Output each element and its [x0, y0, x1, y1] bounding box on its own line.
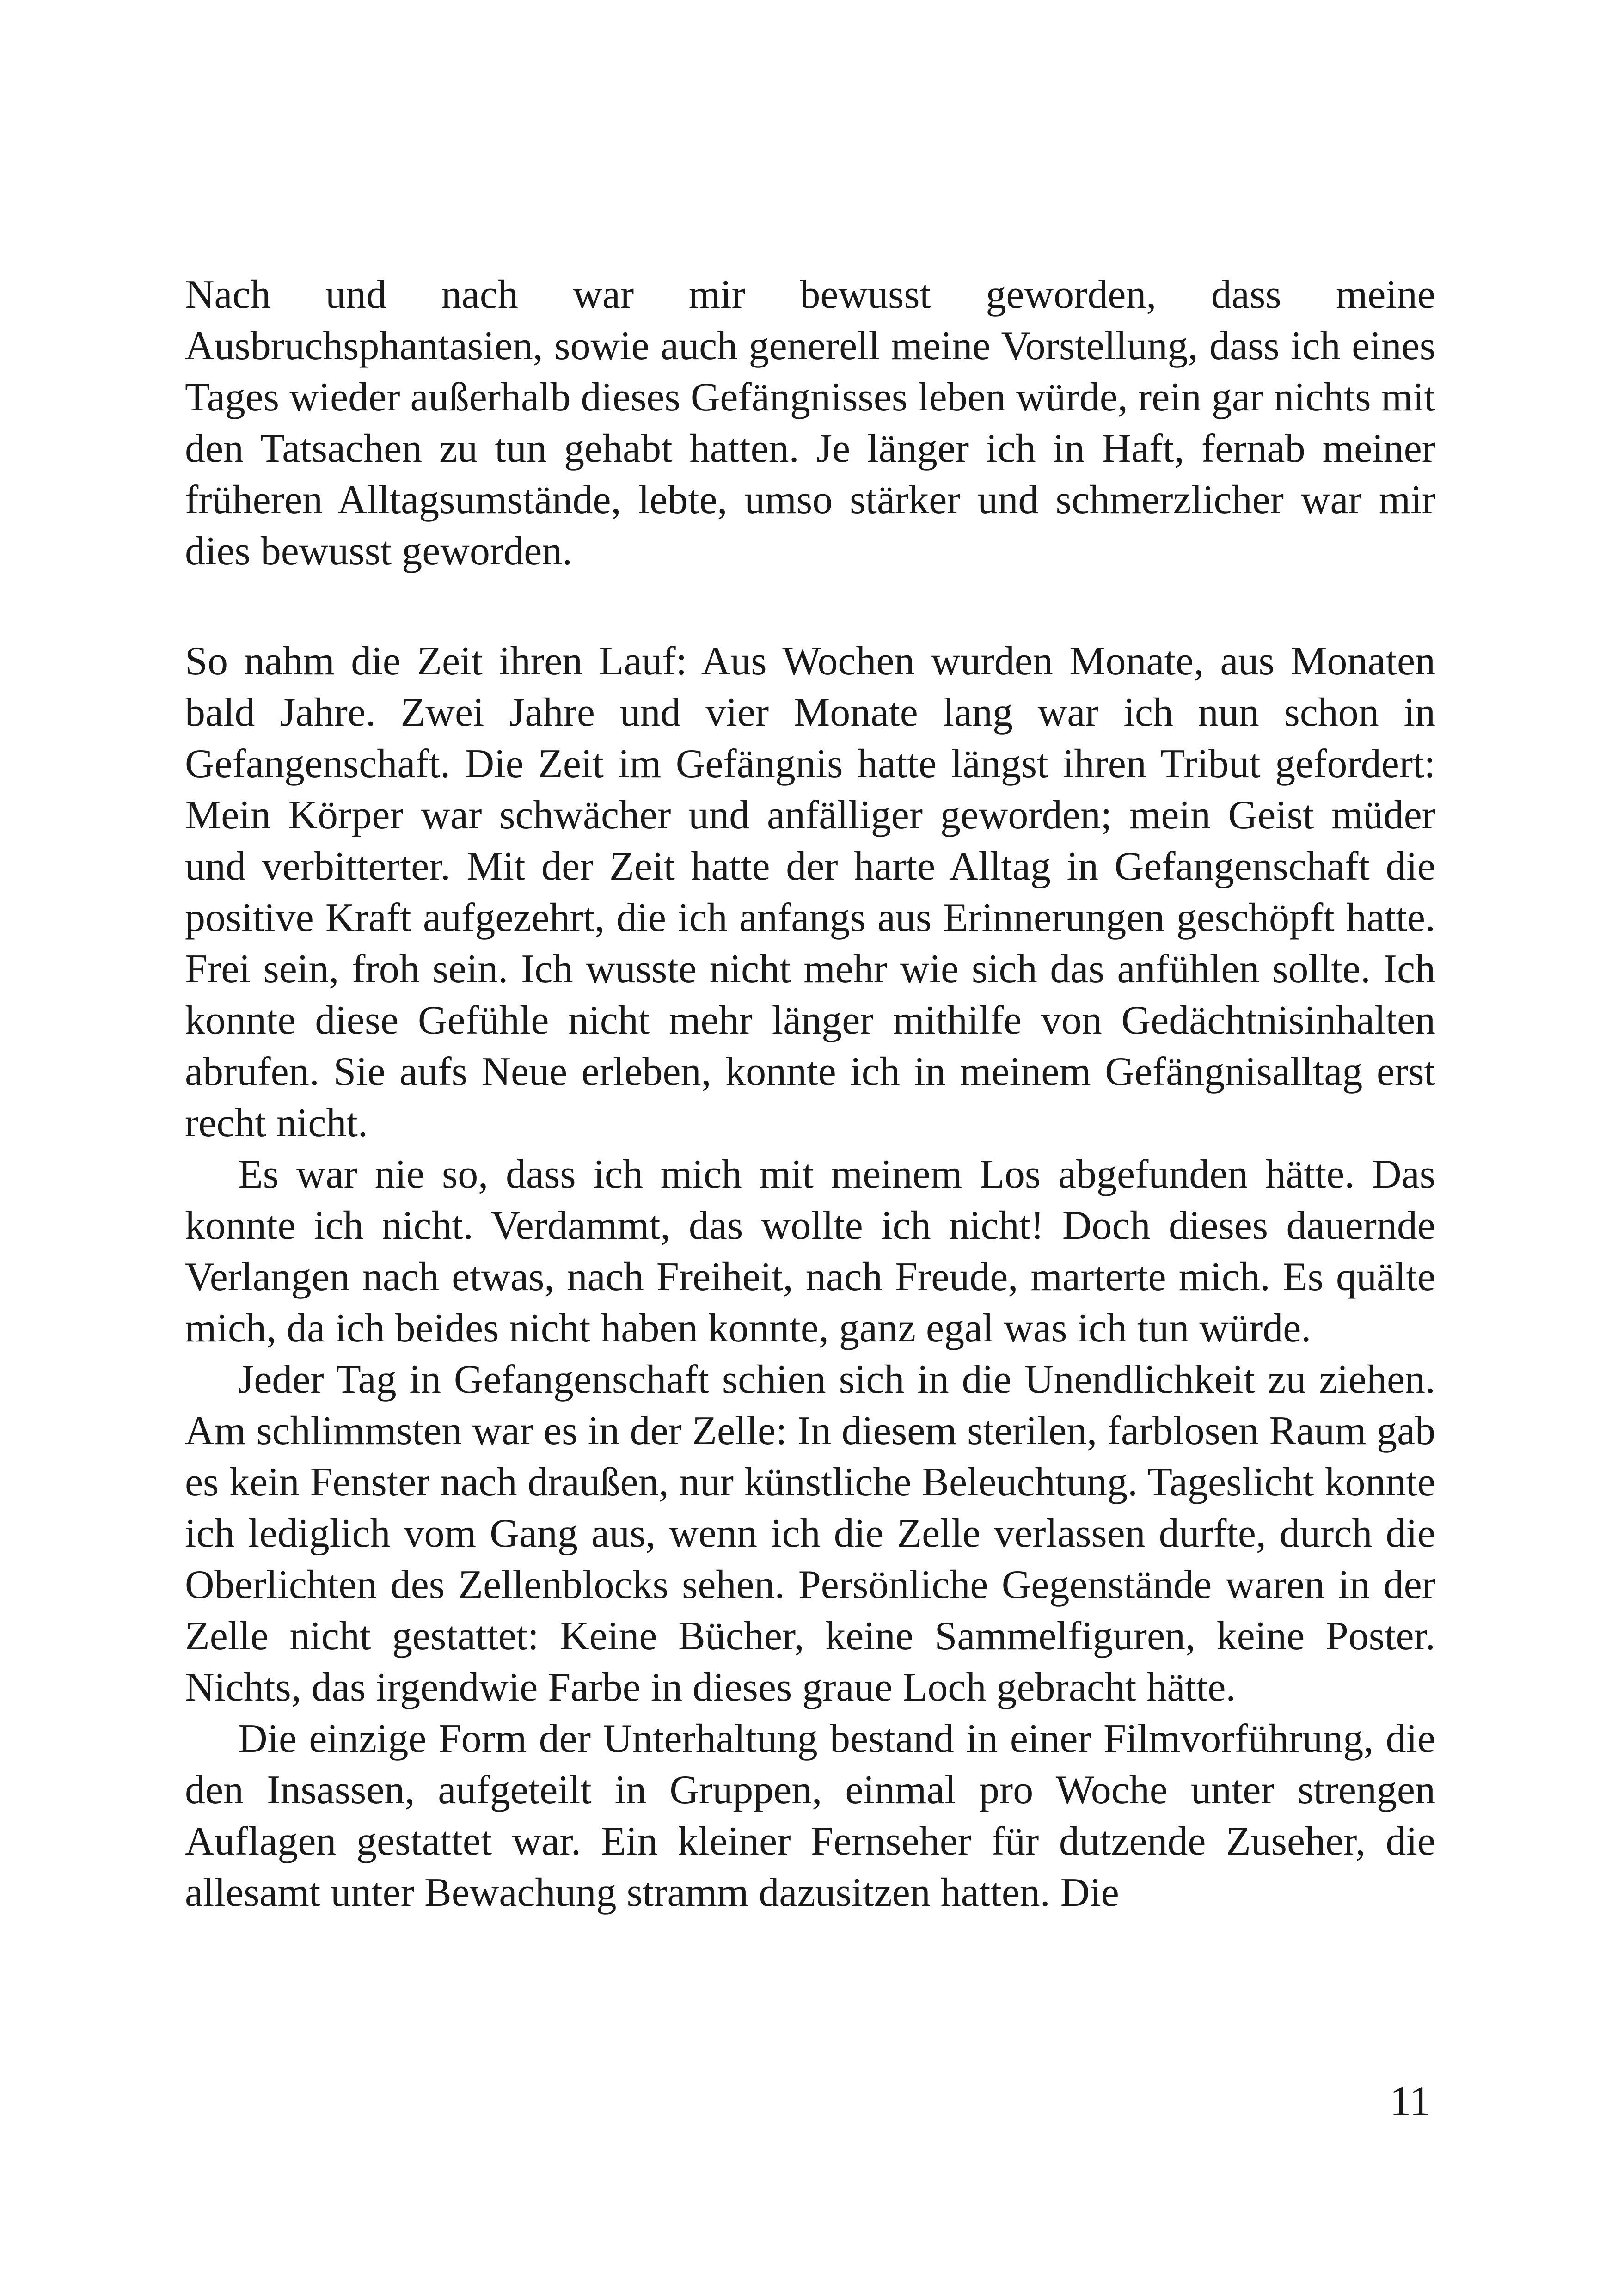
paragraph: Es war nie so, dass ich mich mit meinem Los abgefunden hätte. Das konnte ich nicht. Verdammt, das wollte ich nicht! Doch dieses dauernde Verlangen nach etwas, nach Freiheit, nach Freude, marterte mich. Es quälte mich, da ich beides nicht haben konnte, ganz egal was ich tun würde. [185, 1152, 1435, 1351]
paragraph: Nach und nach war mir bewusst geworden, dass meine Ausbruchsphantasien, sowie auch generell meine Vorstellung, dass ich eines Tages wieder außerhalb dieses Gefängnisses leben würde, rein gar nichts mit den Tatsachen zu tun gehabt hatten. Je länger ich in Haft, fernab meiner früheren Alltagsumstände, lebte, umso stärker und schmerzlicher war mir dies bewusst geworden. [185, 272, 1435, 574]
paragraph: So nahm die Zeit ihren Lauf: Aus Wochen wurden Monate, aus Monaten bald Jahre. Zwei Jahre und vier Monate lang war ich nun schon in Gefangenschaft. Die Zeit im Gefängnis hatte längst ihren Tribut gefordert: Mein Körper war schwächer und anfälliger geworden; mein Geist müder und verbitterter. Mit der Zeit hatte der harte Alltag in Gefangenschaft die positive Kraft aufgezehrt, die ich anfangs aus Erinnerungen geschöpft hatte. Frei sein, froh sein. Ich wusste nicht mehr wie sich das anfühlen sollte. Ich konnte diese Gefühle nicht mehr länger mithilfe von Gedächtnisinhalten abrufen. Sie aufs Neue erleben, konnte ich in meinem Gefängnisalltag erst recht nicht. [185, 639, 1435, 1145]
paragraph: Die einzige Form der Unterhaltung bestand in einer Filmvorführung, die den Insassen, aufgeteilt in Gruppen, einmal pro Woche unter strengen Auflagen gestattet war. Ein kleiner Fernseher für dutzende Zuseher, die allesamt unter Bewachung stramm dazusitzen hatten. Die [185, 1716, 1435, 1915]
text-section-1 [185, 269, 1435, 577]
text-section-2 [185, 636, 1435, 1918]
paragraph: Jeder Tag in Gefangenschaft schien sich in die Unendlichkeit zu ziehen. Am schlimmsten war es in der Zelle: In diesem sterilen, farblosen Raum gab es kein Fenster nach draußen, nur künstliche Beleuchtung. Tageslicht konnte ich lediglich vom Gang aus, wenn ich die Zelle verlassen durfte, durch die Oberlichten des Zellenblocks sehen. Persönliche Gegenstände waren in der Zelle nicht gestattet: Keine Bücher, keine Sammelfiguren, keine Poster. Nichts, das irgendwie Farbe in dieses graue Loch gebracht hätte. [185, 1357, 1435, 1710]
page-number: 11 [1390, 2077, 1431, 2125]
